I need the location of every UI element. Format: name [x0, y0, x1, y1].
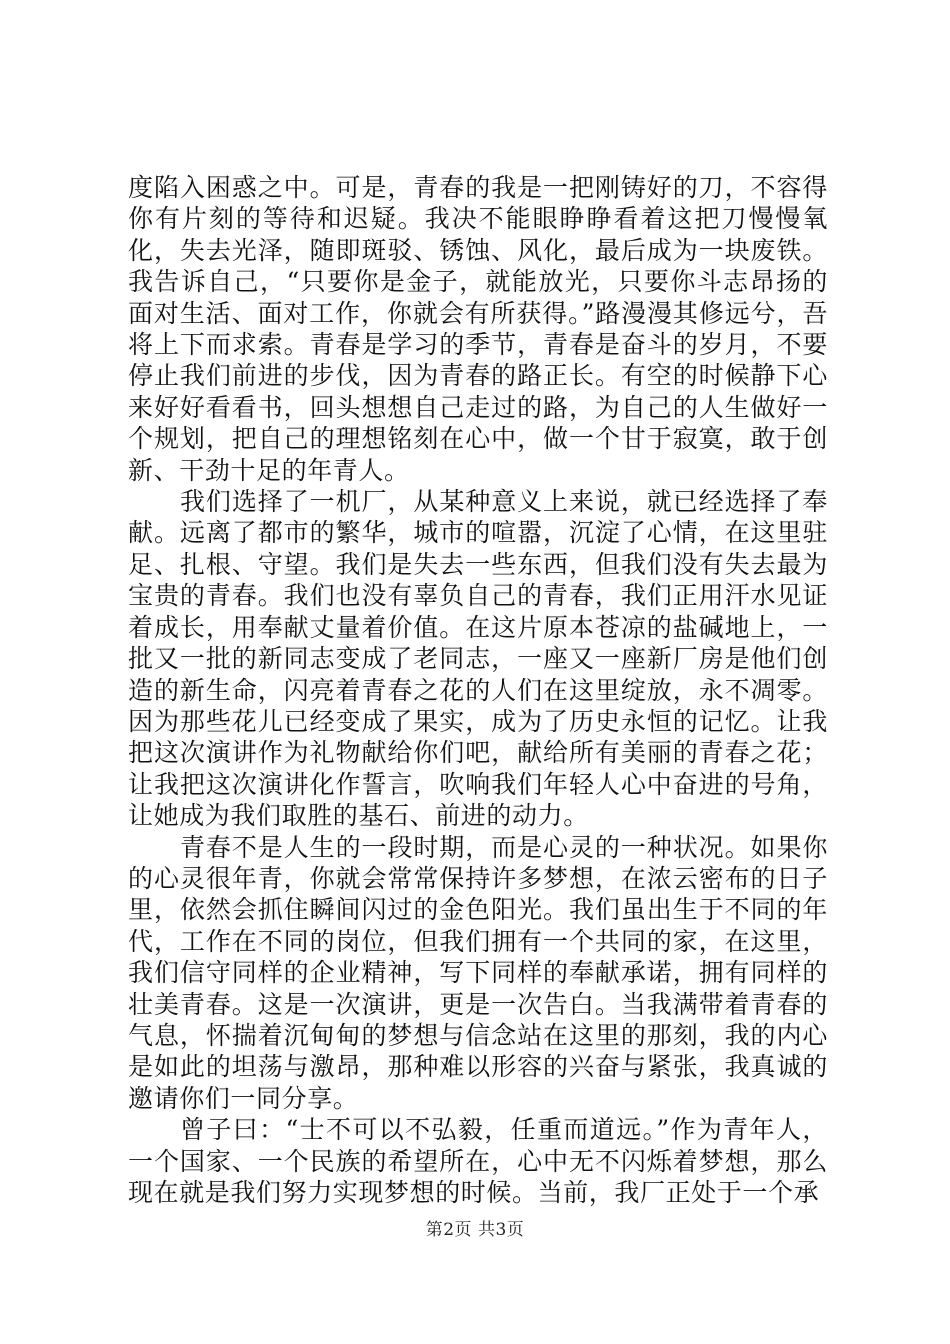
- paragraph-1: 度陷入困惑之中。可是，青春的我是一把刚铸好的刀，不容得你有片刻的等待和迟疑。我决不能眼睁睁看着这把刀慢慢氧化，失去光泽，随即斑驳、锈蚀、风化，最后成为一块废铁。我告诉自己，“只要你是金子，就能放光，只要你斗志昂扬的面对生活、面对工作，你就会有所获得。”路漫漫其修远兮，吾将上下而求索。青春是学习的季节，青春是奋斗的岁月，不要停止我们前进的步伐，因为青春的路正长。有空的时候静下心来好好看看书，回头想想自己走过的路，为自己的人生做好一个规划，把自己的理想铭刻在心中，做一个甘于寂寞，敢于创新、干劲十足的年青人。: [128, 173, 828, 485]
- paragraph-2: 我们选择了一机厂，从某种意义上来说，就已经选择了奉献。远离了都市的繁华，城市的喧嚣，沉淀了心情，在这里驻足、扎根、守望。我们是失去一些东西，但我们没有失去最为宝贵的青春。我们也没有辜负自己的青春，我们正用汗水见证着成长，用奉献丈量着价值。在这片原本苍凉的盐碱地上，一批又一批的新同志变成了老同志，一座又一座新厂房是他们创造的新生命，闪亮着青春之花的人们在这里绽放，永不凋零。因为那些花儿已经变成了果实，成为了历史永恒的记忆。让我把这次演讲作为礼物献给你们吧，献给所有美丽的青春之花；让我把这次演讲化作誓言，吹响我们年轻人心中奋进的号角，让她成为我们取胜的基石、前进的动力。: [128, 487, 828, 831]
- paragraph-4: 曾子曰：“士不可以不弘毅，任重而道远。”作为青年人，一个国家、一个民族的希望所在，心中无不闪烁着梦想，那么现在就是我们努力实现梦想的时候。当前，我厂正处于一个承: [128, 1115, 828, 1207]
- page-footer: 第2页 共3页: [425, 1220, 525, 1240]
- paragraph-3: 青春不是人生的一段时期，而是心灵的一种状况。如果你的心灵很年青，你就会常常保持许多梦想，在浓云密布的日子里，依然会抓住瞬间闪过的金色阳光。我们虽出生于不同的年代，工作在不同的岗位，但我们拥有一个共同的家，在这里，我们信守同样的企业精神，写下同样的奉献承诺，拥有同样的壮美青春。这是一次演讲，更是一次告白。当我满带着青春的气息，怀揣着沉甸甸的梦想与信念站在这里的那刻，我的内心是如此的坦荡与激昂，那种难以形容的兴奋与紧张，我真诚的邀请你们一同分享。: [128, 832, 828, 1113]
- document-body: [128, 172, 828, 1208]
